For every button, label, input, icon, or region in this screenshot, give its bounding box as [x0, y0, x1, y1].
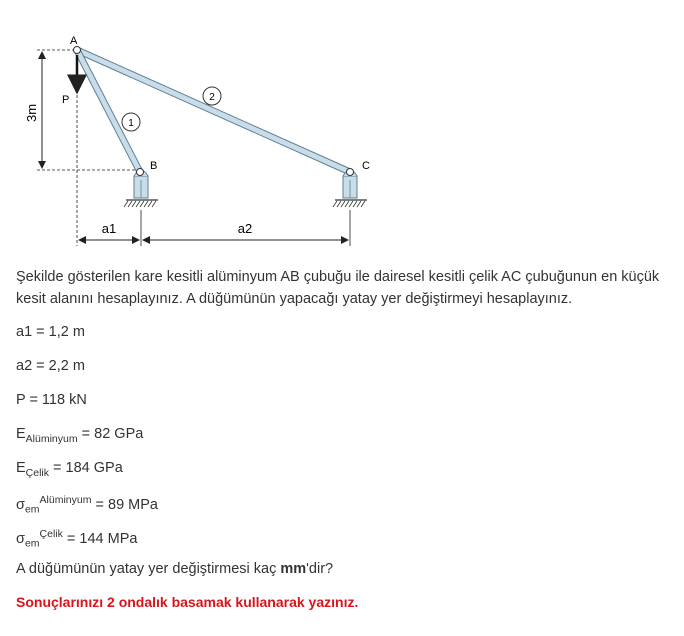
param-sigma-aluminyum — [16, 494, 158, 516]
node-b-label: B — [150, 160, 158, 172]
truss-figure — [0, 0, 684, 255]
param-e-celik — [16, 460, 123, 479]
e-al-symbol: E — [16, 426, 26, 442]
param-e-aluminyum — [16, 426, 143, 445]
param-sigma-celik — [16, 528, 137, 550]
bar-2-tag-label: 2 — [209, 92, 215, 103]
s-al-value: = 89 MPa — [91, 496, 158, 513]
rounding-instruction: Sonuçlarınızı 2 ondalık basamak kullanarak yazınız. — [16, 594, 359, 610]
s-st-symbol: σ — [16, 530, 25, 547]
bar-2-fill — [77, 50, 350, 172]
height-label: 3m — [24, 103, 39, 123]
question-unit: mm — [280, 561, 307, 577]
e-st-sub: Çelik — [25, 466, 50, 479]
load-label: P — [62, 94, 70, 106]
bar-1-fill — [77, 50, 140, 172]
s-al-symbol: σ — [16, 496, 25, 513]
e-st-value: = 184 GPa — [49, 460, 123, 476]
problem-description: Şekilde gösterilen kare kesitli alüminyum AB çubuğu ile dairesel kesitli çelik AC çubuğunun en küçük kesit alanını hesaplayınız. A düğümünün yapacağı yatay yer değiştirmeyi hesaplayınız. — [16, 269, 660, 307]
s-st-sup: Çelik — [39, 528, 63, 540]
e-al-value: = 82 GPa — [77, 426, 144, 442]
param-a1: a1 = 1,2 m — [16, 324, 85, 340]
node-a-pin — [74, 47, 81, 54]
bar-1-tag-label: 1 — [128, 118, 134, 129]
question-post: 'dir? — [306, 561, 334, 577]
dim-a1-label: a1 — [101, 221, 117, 236]
dim-a2-label: a2 — [237, 221, 253, 236]
question-text — [16, 561, 333, 577]
s-al-sub: em — [24, 503, 40, 516]
s-st-sub: em — [24, 537, 40, 550]
node-b-pin — [137, 169, 144, 176]
node-a-label: A — [70, 35, 78, 47]
node-c-label: C — [362, 160, 370, 172]
question-pre: A düğümünün yatay yer değiştirmesi kaç — [16, 561, 281, 577]
e-st-symbol: E — [16, 460, 26, 476]
param-p: P = 118 kN — [16, 392, 87, 408]
s-st-value: = 144 MPa — [62, 530, 138, 547]
param-a2: a2 = 2,2 m — [16, 358, 85, 374]
e-al-sub: Alüminyum — [25, 432, 78, 445]
s-al-sup: Alüminyum — [39, 494, 92, 506]
node-c-pin — [347, 169, 354, 176]
